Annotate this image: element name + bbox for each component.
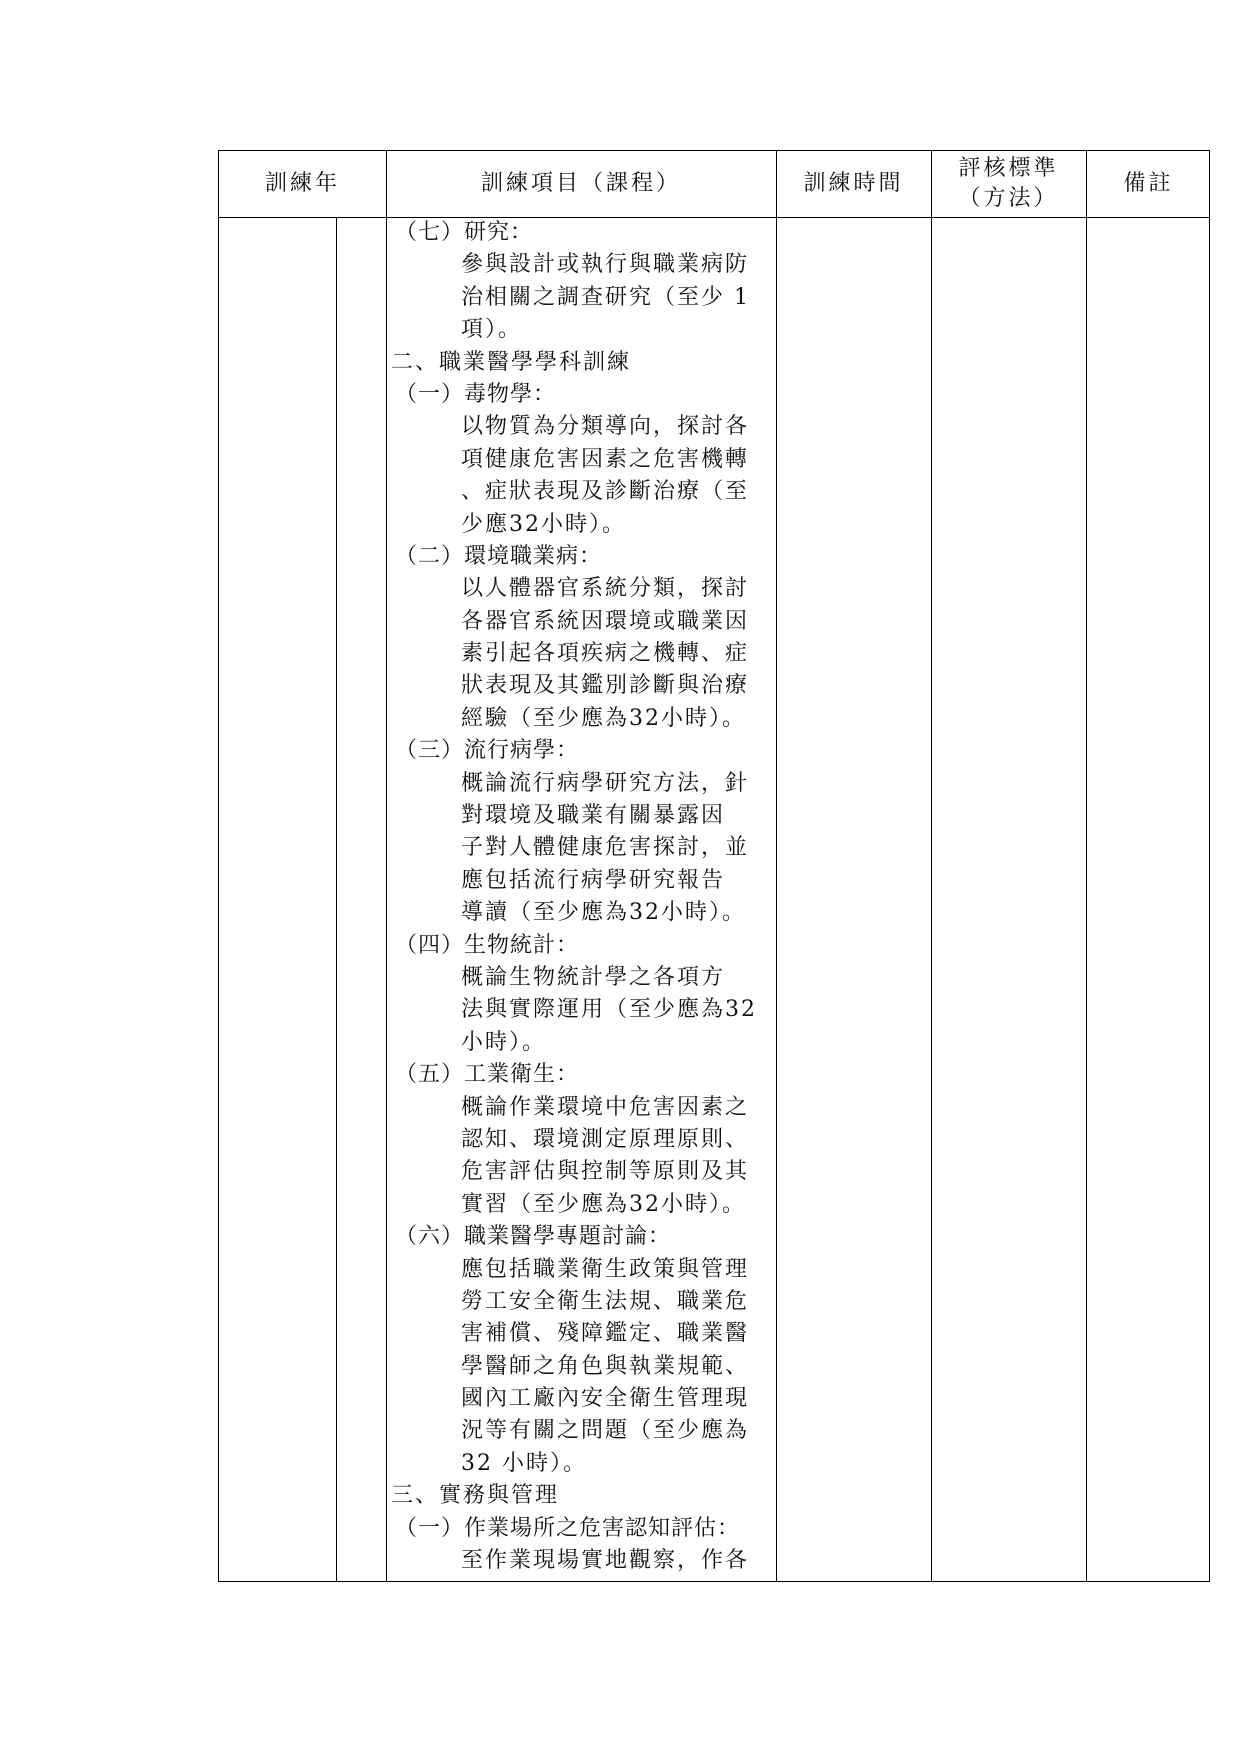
header-training-time-label: 訓練時間	[803, 171, 904, 196]
header-evaluation-line1: 評核標準	[958, 156, 1059, 181]
section-heading: 三、實務與管理	[391, 1483, 560, 1509]
subsection-heading: （二）環境職業病：	[395, 543, 603, 569]
header-evaluation	[931, 151, 1086, 217]
content-line: 害補償、殘障鑑定、職業醫	[461, 1321, 750, 1347]
content-line: 32 小時）。	[461, 1450, 587, 1476]
header-training-item	[386, 151, 776, 217]
content-line: 應包括職業衛生政策與管理	[461, 1256, 750, 1282]
content-line: 實習（至少應為32小時）。	[461, 1191, 746, 1217]
content-line: 項）。	[461, 317, 523, 343]
content-line: 法與實際運用（至少應為32	[461, 997, 757, 1023]
content-line: 危害評估與控制等原則及其	[461, 1159, 750, 1185]
content-line: 學醫師之角色與執業規範、	[461, 1353, 750, 1379]
content-line: 經驗（至少應為32小時）。	[461, 705, 746, 731]
subsection-heading: （五）工業衛生：	[395, 1062, 580, 1088]
header-training-year	[219, 151, 386, 217]
content-line: 認知、環境測定原理原則、	[461, 1126, 750, 1152]
content-line: 少應32小時）。	[461, 511, 626, 537]
header-training-year-label: 訓練年	[264, 171, 340, 196]
subsection-heading: （一）毒物學：	[395, 381, 557, 407]
content-line: 小時）。	[461, 1029, 547, 1055]
subsection-heading: （三）流行病學：	[395, 738, 580, 764]
content-line: 況等有關之問題（至少應為	[461, 1418, 750, 1444]
content-line: 狀表現及其鑑別診斷與治療	[461, 673, 750, 699]
column-divider	[776, 151, 777, 1581]
header-training-item-label: 訓練項目（課程）	[480, 171, 681, 196]
year-subcolumn-divider	[336, 217, 337, 1581]
column-divider	[386, 151, 387, 1581]
training-item-content	[391, 217, 776, 1577]
content-line: 參與設計或執行與職業病防	[461, 252, 750, 278]
content-line: 勞工安全衛生法規、職業危	[461, 1288, 750, 1314]
column-divider	[931, 151, 932, 1581]
subsection-heading: （六）職業醫學專題討論：	[395, 1224, 672, 1250]
content-line: 、症狀表現及診斷治療（至	[461, 479, 750, 505]
content-line: 概論作業環境中危害因素之	[461, 1094, 750, 1120]
content-line: 概論流行病學研究方法，針	[461, 770, 750, 796]
content-line: 應包括流行病學研究報告	[461, 867, 726, 893]
subsection-heading: （四）生物統計：	[395, 932, 580, 958]
content-line: 各器官系統因環境或職業因	[461, 608, 750, 634]
subsection-heading: （一）作業場所之危害認知評估：	[395, 1515, 741, 1541]
content-line: 對環境及職業有關暴露因	[461, 803, 726, 829]
header-remarks	[1086, 151, 1211, 217]
content-line: 項健康危害因素之危害機轉	[461, 446, 750, 472]
content-line: 至作業現場實地觀察，作各	[461, 1548, 750, 1574]
content-line: 素引起各項疾病之機轉、症	[461, 641, 750, 667]
content-line: 治相關之調查研究（至少 1	[461, 284, 750, 310]
training-table	[218, 150, 1210, 1582]
content-line: 國內工廠內安全衛生管理現	[461, 1386, 750, 1412]
header-evaluation-line2: （方法）	[958, 186, 1059, 211]
content-line: 導讀（至少應為32小時）。	[461, 900, 746, 926]
header-training-time	[776, 151, 931, 217]
subsection-heading: （七）研究：	[395, 220, 534, 245]
header-remarks-label: 備註	[1123, 171, 1174, 196]
content-line: 以物質為分類導向，探討各	[461, 414, 750, 440]
section-heading: 二、職業醫學學科訓練	[391, 349, 632, 375]
content-line: 概論生物統計學之各項方	[461, 964, 726, 990]
content-line: 以人體器官系統分類，探討	[461, 576, 750, 602]
column-divider	[1086, 151, 1087, 1581]
content-line: 子對人體健康危害探討，並	[461, 835, 750, 861]
